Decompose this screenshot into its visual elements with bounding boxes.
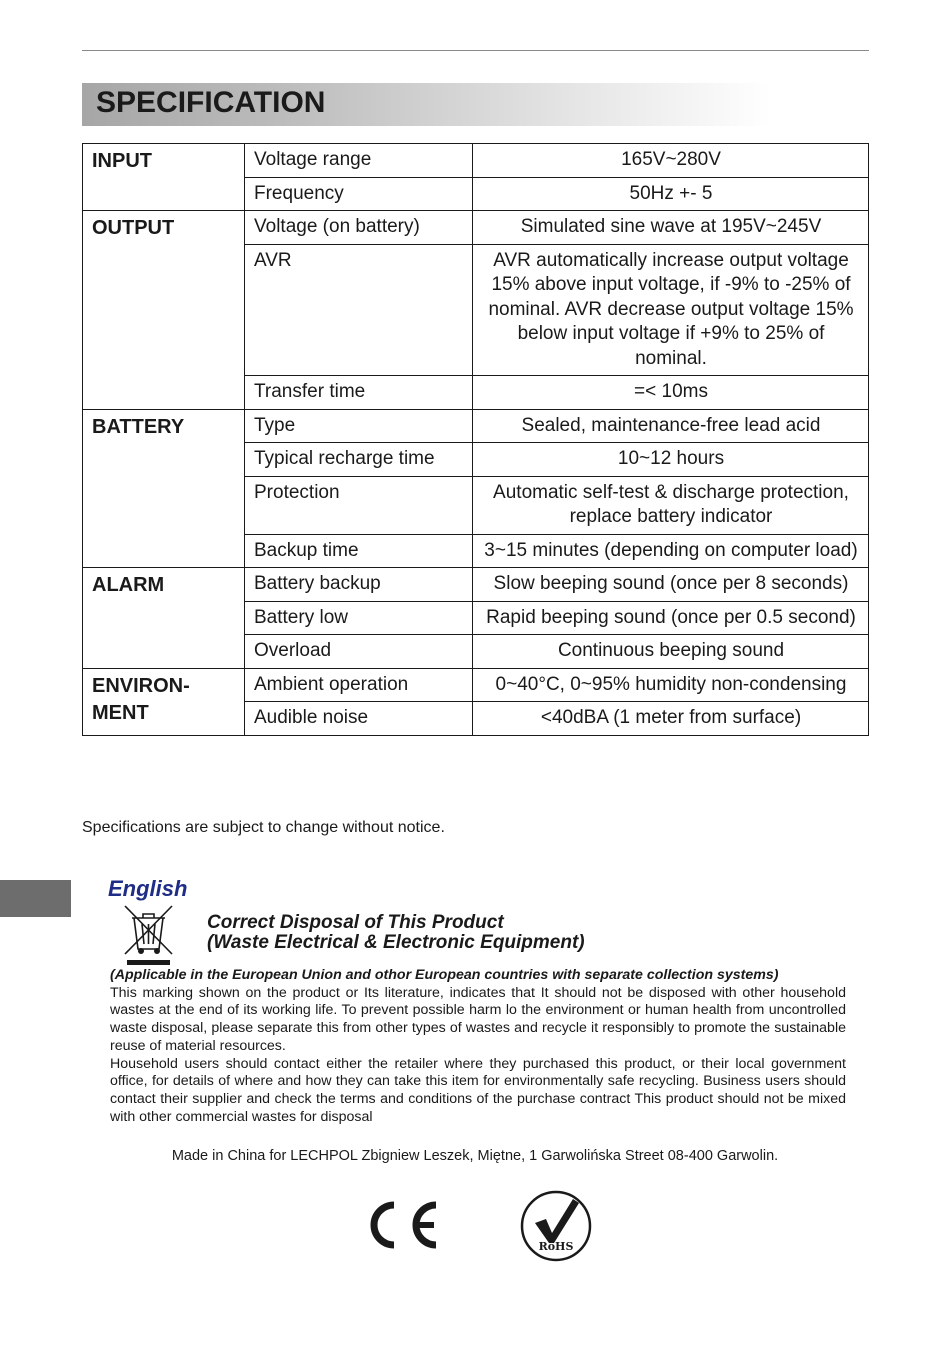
value-cell: Automatic self-test & discharge protection, replace battery indicator	[473, 476, 869, 534]
category-output: OUTPUT	[83, 211, 245, 410]
disposal-paragraph: Household users should contact either the retailer where they purchased this product, or their local government office, for details of where and how they can take this item for environmentally safe recycling. Business users should contact their supplier and check the terms and conditions of the purchase contract This product should not be mixed with other commercial wastes for disposal	[110, 1055, 846, 1125]
param-cell: Battery low	[245, 601, 473, 635]
param-cell: Ambient operation	[245, 668, 473, 702]
value-cell: 0~40°C, 0~95% humidity non-condensing	[473, 668, 869, 702]
category-alarm: ALARM	[83, 568, 245, 669]
param-cell: Overload	[245, 635, 473, 669]
param-cell: Protection	[245, 476, 473, 534]
value-cell: 165V~280V	[473, 144, 869, 178]
table-row	[83, 568, 869, 602]
param-cell: Type	[245, 409, 473, 443]
spec-note: Specifications are subject to change without notice.	[82, 819, 445, 836]
rohs-label: RoHS	[538, 1240, 574, 1253]
language-tab-marker	[0, 880, 71, 917]
ce-mark-icon	[362, 1197, 442, 1253]
value-cell: Continuous beeping sound	[473, 635, 869, 669]
value-cell: Simulated sine wave at 195V~245V	[473, 211, 869, 245]
section-banner	[82, 83, 772, 126]
manufacturer-line: Made in China for LECHPOL Zbigniew Leszek, Miętne, 1 Garwolińska Street 08-400 Garwolin.	[171, 1148, 779, 1164]
param-cell: Voltage (on battery)	[245, 211, 473, 245]
disposal-title	[207, 913, 585, 953]
value-cell: Slow beeping sound (once per 8 seconds)	[473, 568, 869, 602]
disposal-body	[110, 967, 846, 1126]
param-cell: Battery backup	[245, 568, 473, 602]
param-cell: Frequency	[245, 177, 473, 211]
param-cell: Backup time	[245, 534, 473, 568]
disposal-title-line: Correct Disposal of This Product	[207, 912, 504, 933]
value-cell: <40dBA (1 meter from surface)	[473, 702, 869, 736]
category-input: INPUT	[83, 144, 245, 211]
category-environment	[83, 668, 245, 735]
disposal-title-line: (Waste Electrical & Electronic Equipment)	[207, 932, 585, 953]
page-title: SPECIFICATION	[96, 86, 326, 119]
value-cell: 3~15 minutes (depending on computer load)	[473, 534, 869, 568]
table-row	[83, 211, 869, 245]
value-cell: 10~12 hours	[473, 443, 869, 477]
crossed-out-wheelie-bin-icon	[121, 904, 176, 966]
top-rule	[82, 50, 869, 51]
value-cell: Sealed, maintenance-free lead acid	[473, 409, 869, 443]
spec-table	[82, 143, 869, 736]
table-row	[83, 668, 869, 702]
table-row	[83, 409, 869, 443]
value-cell: 50Hz +- 5	[473, 177, 869, 211]
category-line: MENT	[92, 701, 149, 724]
table-row	[83, 144, 869, 178]
language-heading: English	[108, 876, 188, 901]
param-cell: Voltage range	[245, 144, 473, 178]
applicability-note: (Applicable in the European Union and othor European countries with separate collection systems)	[110, 967, 779, 983]
param-cell: Audible noise	[245, 702, 473, 736]
category-line: ENVIRON-	[92, 674, 190, 697]
param-cell: AVR	[245, 244, 473, 376]
param-cell: Typical recharge time	[245, 443, 473, 477]
value-cell: AVR automatically increase output voltage 15% above input voltage, if -9% to -25% of nominal. AVR decrease output voltage 15% below input voltage if +9% to 25% of nominal.	[473, 244, 869, 376]
value-cell: =< 10ms	[473, 376, 869, 410]
rohs-icon	[519, 1189, 593, 1263]
param-cell: Transfer time	[245, 376, 473, 410]
disposal-paragraph: This marking shown on the product or Its literature, indicates that It should not be disposed with other household wastes at the end of its working life. To prevent possible harm lo the environment or human health from uncontrolled waste disposal, please separate this from other types of wastes and recycle it responsibly to promote the sustainable reuse of material resources.	[110, 984, 846, 1054]
category-battery: BATTERY	[83, 409, 245, 568]
value-cell: Rapid beeping sound (once per 0.5 second)	[473, 601, 869, 635]
